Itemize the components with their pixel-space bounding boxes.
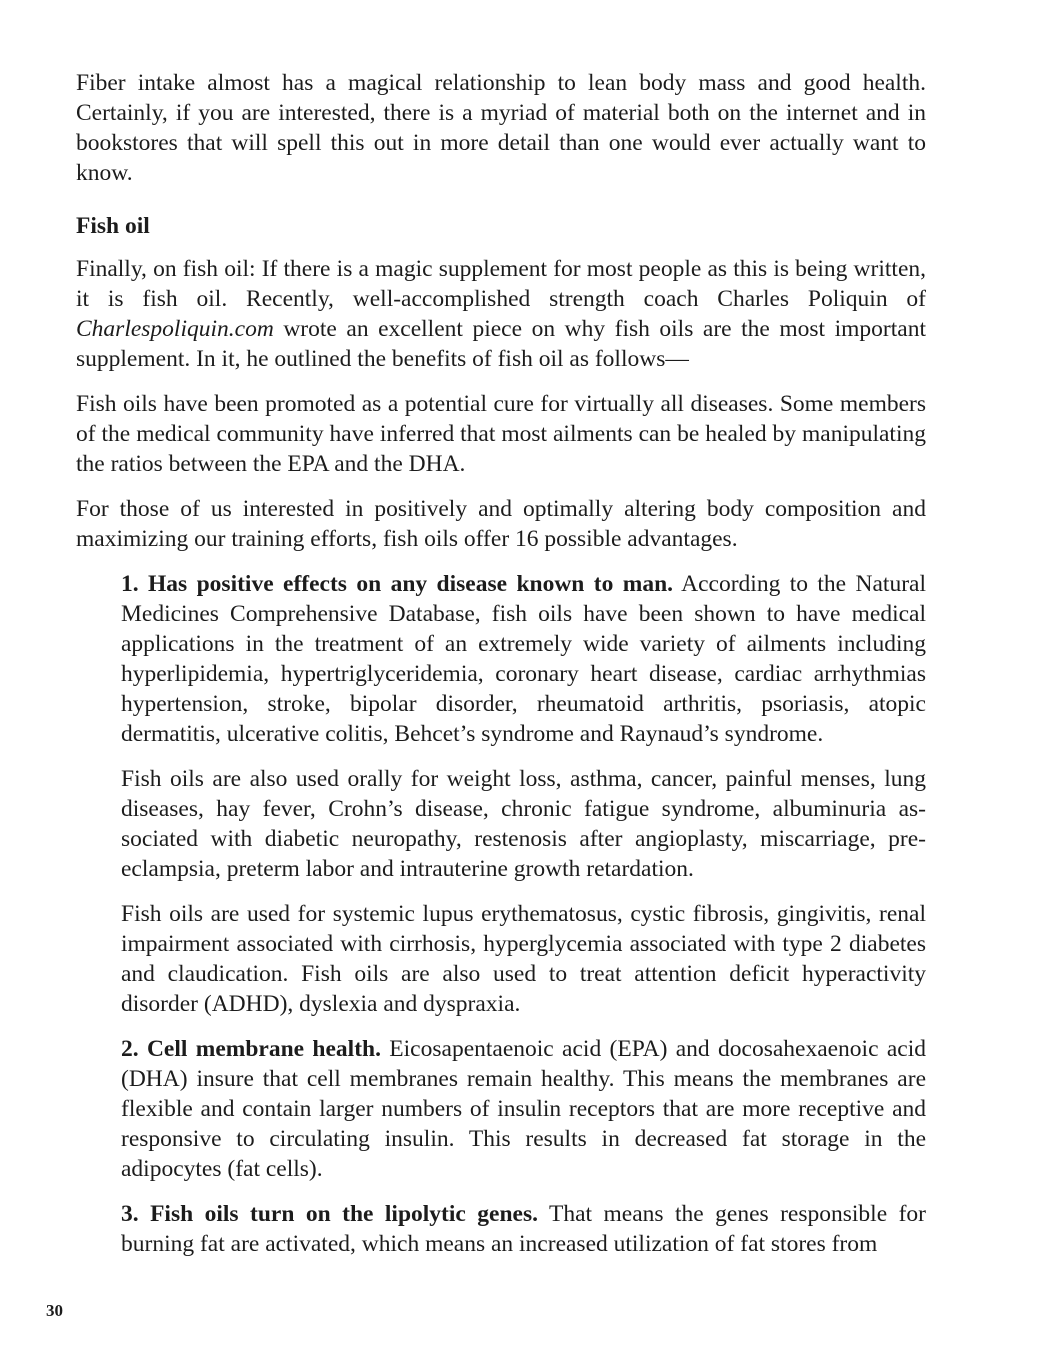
advantages-paragraph: For those of us interested in positively and optimally altering body composition and maximizing our training efforts, fish oils offer 16 possible advantages. xyxy=(76,496,926,552)
point-2-title: 2. Cell membrane health. xyxy=(121,1036,381,1062)
page-number: 30 xyxy=(46,1301,63,1320)
point-3-paragraph xyxy=(121,1199,926,1259)
point-1-orally-paragraph: Fish oils are also used orally for weight loss, asthma, cancer, painful menses, lung diseases, hay fever, Crohn’s disease, chronic fatigue syndrome, albuminuria associated with diabetic neuropathy, restenosis after angioplasty, miscarriage, preeclampsia, preterm labor and intrauterine growth retardation. xyxy=(121,766,926,882)
point-2-body: Eicosapentaenoic acid (EPA) and docosahexaenoic acid (DHA) insure that cell membranes remain healthy. This means the membranes are flexible and contain larger numbers of insulin receptors that are more receptive and responsive to circulating insulin. This results in decreased fat storage in the adipocytes (fat cells). xyxy=(121,1036,926,1182)
point-3-body: That means the genes responsible for burning fat are activated, which means an increased utilization of fat stores from xyxy=(121,1201,926,1257)
point-2-paragraph xyxy=(121,1034,926,1184)
section-heading-fish-oil: Fish oil xyxy=(76,213,150,239)
page-content xyxy=(76,68,926,1274)
intro-text-start: Finally, on fish oil: If there is a magic supplement for most people as this is being written, it is fish oil. Recently, well-accomplished strength coach Charles Poliquin of xyxy=(76,256,926,312)
fish-oil-intro-paragraph xyxy=(76,254,926,374)
point-1-paragraph xyxy=(121,569,926,749)
point-1-title: 1. Has positive effects on any disease known to man. xyxy=(121,571,674,597)
website-reference: Charlespoliquin.com xyxy=(76,316,274,342)
fiber-paragraph: Fiber intake almost has a magical relationship to lean body mass and good health. Certainly, if you are interested, there is a myriad of material both on the internet and in bookstores that will spell this out in more detail than one would ever actually want to know. xyxy=(76,70,926,186)
point-1-body: According to the Natural Medicines Comprehensive Database, fish oils have been shown to have medical applications in the treatment of an extremely wide variety of ailments including hyperlipidemia, hypertriglyceridemia, coronary heart disease, cardiac arrhythmias hypertension, stroke, bipolar disorder, rheumatoid arthritis, psoriasis, atopic dermatitis, ulcerative colitis, Behcet’s syndrome and Raynaud’s syndrome. xyxy=(121,571,926,747)
point-3-title: 3. Fish oils turn on the lipolytic genes. xyxy=(121,1201,538,1227)
intro-text-end: wrote an excellent piece on why fish oils are the most important supplement. In it, he outlined the benefits of fish oil as follows— xyxy=(76,316,926,372)
promoted-paragraph: Fish oils have been promoted as a potential cure for virtually all diseases. Some members of the medical community have inferred that most ailments can be healed by manipulating the ratios between the EPA and the DHA. xyxy=(76,391,926,477)
point-1-systemic-paragraph: Fish oils are used for systemic lupus erythematosus, cystic fibrosis, gingivitis, renal impairment associated with cirrhosis, hyperglycemia associated with type 2 diabetes and claudication. Fish oils are also used to treat attention deficit hyperactivity disorder (ADHD), dyslexia and dyspraxia. xyxy=(121,901,926,1017)
